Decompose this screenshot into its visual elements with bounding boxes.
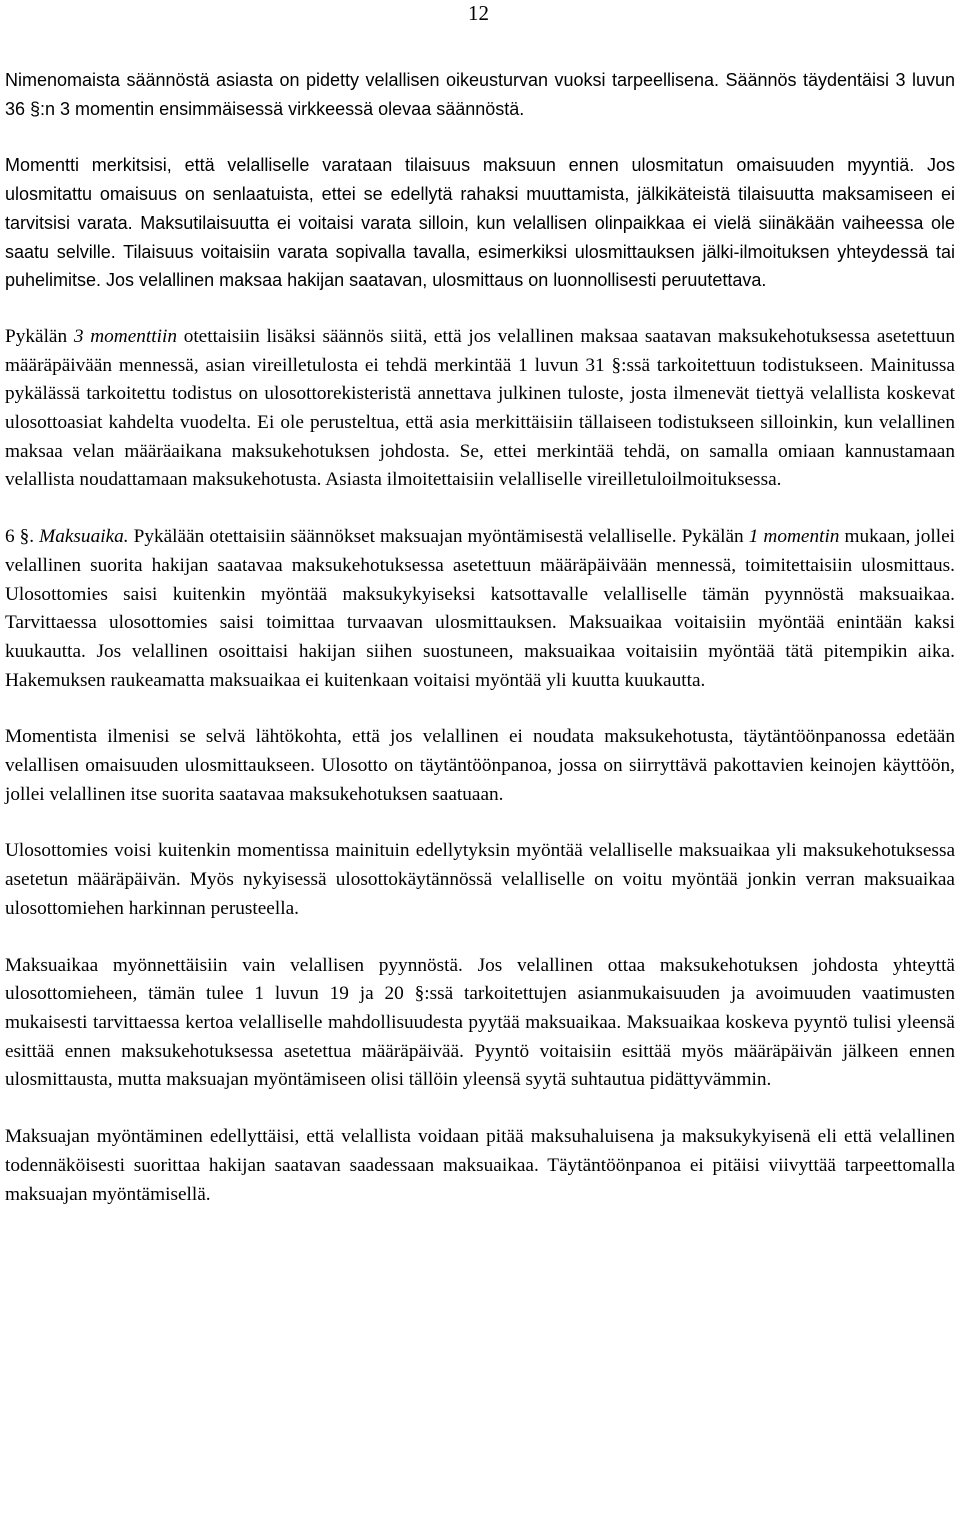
paragraph-6-text: Ulosottomies voisi kuitenkin momentissa mainituin edellytyksin myöntää velalliselle maksuaikaa yli maksukehotuksessa asetetun määräpäivän. Myös nykyisessä ulosottokäytännössä velalliselle on voitu myöntää jonkin verran maksuaikaa ulosottomiehen harkinnan perusteella. (5, 840, 955, 919)
paragraph-3 (5, 323, 955, 495)
paragraph-1-text: Nimenomaista säännöstä asiasta on pidetty velallisen oikeusturvan vuoksi tarpeellisena. Säännös täydentäisi 3 luvun 36 §:n 3 momentin ensimmäisessä virkkeessä olevaa säännöstä. (5, 70, 955, 119)
paragraph-4-italic: 1 momentin (748, 526, 840, 548)
paragraph-3-italic: 3 momenttiin (73, 325, 177, 347)
section-heading-maksuaika: Maksuaika. (39, 526, 129, 548)
paragraph-8 (5, 1123, 955, 1209)
paragraph-2 (5, 151, 955, 295)
paragraph-2-text: Momentti merkitsisi, että velalliselle varataan tilaisuus maksuun ennen ulosmitatun omaisuuden myyntiä. Jos ulosmitattu omaisuus on senlaatuista, ettei se edellytä rahaksi muuttamista, jälkikäteistä tilaisuutta maksamiseen ei tarvitsisi varata. Maksutilaisuutta ei voitaisi varata silloin, kun velallisen olinpaikkaa ei vielä siinäkään vaiheessa ole saatu selville. Tilaisuus voitaisiin varata sopivalla tavalla, esimerkiksi ulosmittauksen jälki-ilmoituksen yhteydessä tai puhelimitse. Jos velallinen maksaa hakijan saatavan, ulosmittaus on luonnollisesti peruutettava. (5, 155, 955, 291)
paragraph-5-text: Momentista ilmenisi se selvä lähtökohta, että jos velallinen ei noudata maksukehotusta, täytäntöönpanossa edetään velallisen omaisuuden ulosmittaukseen. Ulosotto on täytäntöönpanoa, jossa on siirryttävä pakottavien keinojen käyttöön, jollei velallinen itse suorita saatavaa maksukehotuksen saatuaan. (5, 726, 955, 805)
paragraph-3-post: otettaisiin lisäksi säännös siitä, että jos velallinen maksaa saatavan maksukehotuksessa asetettuun määräpäivään mennessä, asian vireilletulosta ei tehdä merkintää 1 luvun 31 §:ssä tarkoitettuun todistukseen. Mainitussa pykälässä tarkoitettu todistus on ulosottorekisteristä annettava julkinen tuloste, josta ilmenevät tiettyä velallista koskevat ulosottoasiat kahdelta vuodelta. Ei ole perusteltua, että asia merkittäisiin tällaiseen todistukseen silloinkin, kun velallinen maksaa velan määräaikana maksukehotuksen johdosta. Se, ettei merkintää tehdä, on samalla omiaan kannustamaan velallista noudattamaan maksukehotusta. Asiasta ilmoitettaisiin velalliselle vireilletuloilmoituksessa. (5, 325, 955, 491)
paragraph-7 (5, 952, 955, 1096)
paragraph-4-post: mukaan, jollei velallinen suorita hakijan saatavaa maksukehotuksessa asetettuun määräpäivään mennessä, toimitettaisiin ulosmittaus. Ulosottomies saisi kuitenkin myöntää maksukykyiseksi katsottavalle velalliselle tämän pyynnöstä maksuaikaa. Tarvittaessa ulosottomies saisi toimittaa turvaavan ulosmittauksen. Maksuaikaa voitaisiin myöntää enintään kaksi kuukautta. Jos velallinen osoittaisi hakijan siihen suostuneen, maksuaikaa voitaisiin myöntää tätä pitempikin aika. Hakemuksen raukeamatta maksuaikaa ei kuitenkaan voitaisi myöntää yli kuutta kuukautta. (5, 526, 955, 691)
paragraph-8-text: Maksuajan myöntäminen edellyttäisi, että velallista voidaan pitää maksuhaluisena ja maksukykyisenä eli että velallinen todennäköisesti suorittaa hakijan saatavan saadessaan maksuaikaa. Täytäntöönpanoa ei pitäisi viivyttää tarpeettomalla maksuajan myöntämisellä. (5, 1126, 955, 1205)
paragraph-7-text: Maksuaikaa myönnettäisiin vain velallisen pyynnöstä. Jos velallinen ottaa maksukehotuksen johdosta yhteyttä ulosottomieheen, tämän tulee 1 luvun 19 ja 20 §:ssä tarkoitettujen asianmukaisuuden ja avoimuuden vaatimusten mukaisesti tarvittaessa kertoa velalliselle mahdollisuudesta pyytää maksuaikaa. Maksuaikaa koskeva pyyntö tulisi yleensä esittää ennen maksukehotuksessa asetettua määräpäivää. Pyyntö voitaisiin esittää myös määräpäivän jälkeen ennen ulosmittausta, mutta maksuajan myöntämiseen olisi tällöin yleensä syytä suhtautua pidättyvämmin. (5, 954, 955, 1091)
paragraph-4 (5, 523, 955, 695)
paragraph-3-pre: Pykälän (5, 325, 74, 347)
paragraph-6 (5, 837, 955, 923)
paragraph-1 (5, 66, 955, 123)
paragraph-5 (5, 723, 955, 809)
document-body (5, 66, 955, 1237)
page-number: 12 (468, 1, 489, 25)
paragraph-4-pre: 6 §. (5, 526, 40, 548)
paragraph-4-mid: Pykälään otettaisiin säännökset maksuajan myöntämisestä velalliselle. Pykälän (128, 526, 749, 548)
